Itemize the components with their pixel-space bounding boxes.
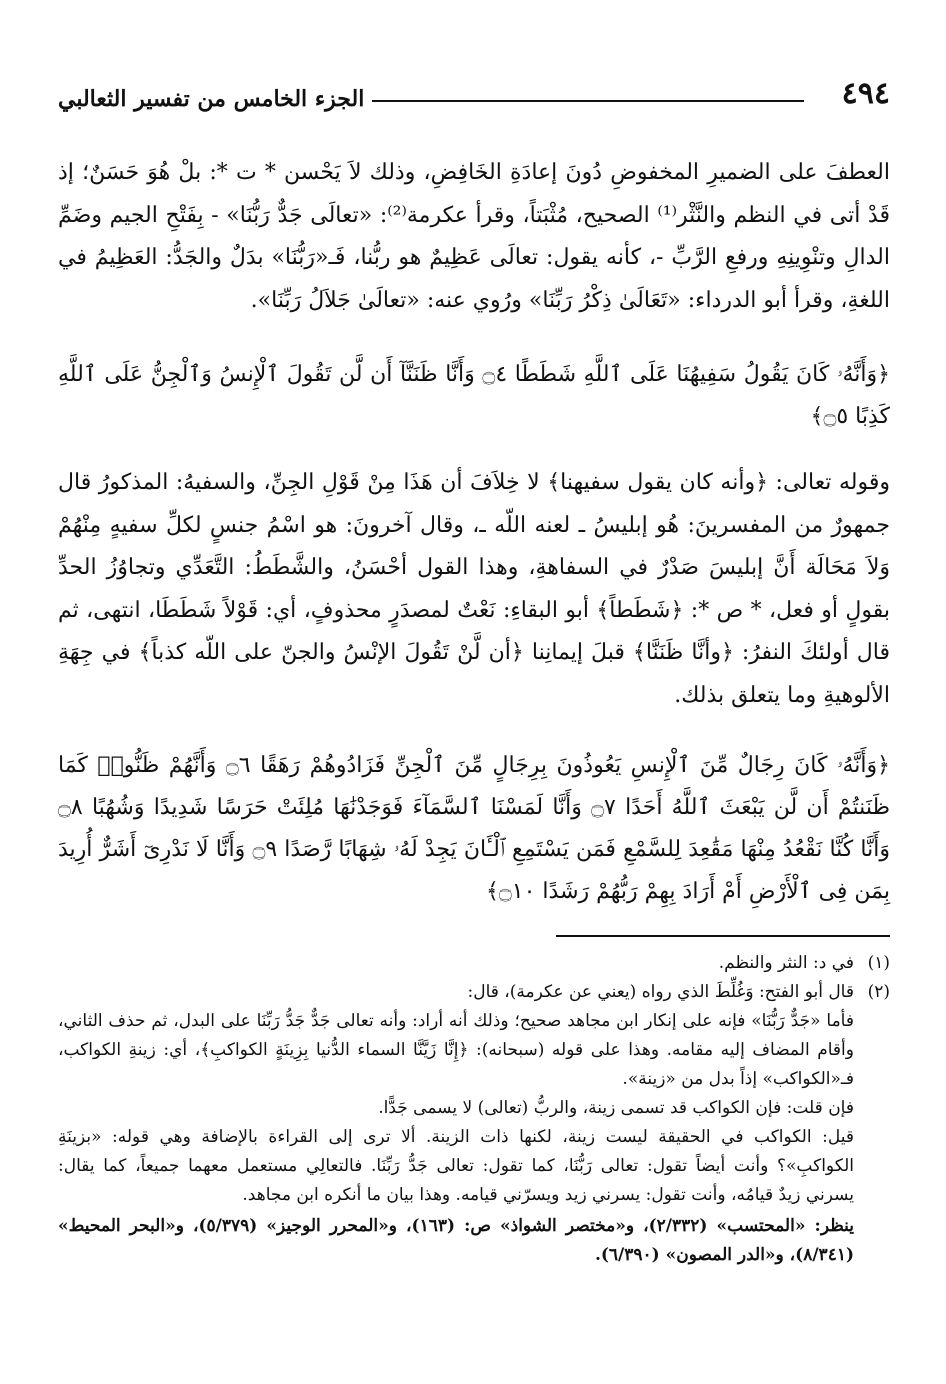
quran-verse-block-1: ﴿وَأَنَّهُۥ كَانَ يَقُولُ سَفِيهُنَا عَلَى ٱللَّهِ شَطَطًا ۝٤ وَأَنَّا ظَنَنَّآ أَن لَّن تَقُولَ ٱلْإِنسُ وَٱلْجِنُّ عَلَى ٱللَّهِ كَذِبًا ۝٥﴾	[58, 362, 890, 429]
footnote-number: (١)	[867, 953, 890, 973]
footnote-text: قيل: الكواكب في الحقيقة ليست زينة، لكنها ذات الزينة. ألا ترى إلى القراءة بالإضافة وهي قوله: «بزينَةِ الكواكبِ»؟ وأنت أيضاً تقول: تعالى رَبُّنَا، كما تقول: تعالى جَدُّ رَبِّنَا. فالتعالِي مستعمل معهما جميعاً، كما يقال: يسرني زيدٌ قيامُه، وأنت تقول: يسرني زيد ويسرّني قيامه. وهذا بيان ما أنكره ابن مجاهد.	[58, 1127, 854, 1205]
page-number: ٤٩٤	[841, 76, 890, 111]
running-title: الجزء الخامس من تفسير الثعالبي	[58, 86, 365, 112]
footnote-text: فإن قلت: فإن الكواكب قد تسمى زينة، والربُّ (تعالى) لا يسمى جَدًّا.	[378, 1098, 854, 1118]
commentary-paragraph-1: العطفَ على الضميرِ المخفوضِ دُونَ إعادَةِ الخَافِضِ، وذلك لاَ يَحْسن * ت *: بلْ هُوَ حَسَنٌ؛ إذ قَدْ أتى في النظم والنَّثْر⁽¹⁾ الصحيح، مُثْبَتاً، وقرأ عكرمة⁽²⁾: «تعالَى جَدٌّ رَبُّنَا» - بِفَتْحِ الجيم وضَمِّ الدالِ وتنْوِينِهِ ورفعِ الرَّبِّ -، كأنه يقول: تعالَى عَظِيمٌ هو ربُّنا، فَـ«رَبُّنَا» بدَلٌ والجَدُّ: العَظِيمُ في اللغةِ، وقرأ أبو الدرداء: «تَعَالَىٰ ذِكْرُ رَبِّنَا» ورُوي عنه: «تعالَىٰ جَلاَلُ رَبِّنَا».	[58, 160, 890, 313]
page-header	[58, 72, 890, 120]
header-rule	[372, 100, 804, 102]
quran-verse-block-2: ﴿وَأَنَّهُۥ كَانَ رِجَالٌ مِّنَ ٱلْإِنسِ يَعُوذُونَ بِرِجَالٍ مِّنَ ٱلْجِنِّ فَزَادُوهُمْ رَهَقًا ۝٦ وَأَنَّهُمْ ظَنُّوا۟ كَمَا ظَنَنتُمْ أَن لَّن يَبْعَثَ ٱللَّهُ أَحَدًا ۝٧ وَأَنَّا لَمَسْنَا ٱلسَّمَآءَ فَوَجَدْنَٰهَا مُلِئَتْ حَرَسًا شَدِيدًا وَشُهُبًا ۝٨ وَأَنَّا كُنَّا نَقْعُدُ مِنْهَا مَقَٰعِدَ لِلسَّمْعِ فَمَن يَسْتَمِعِ ٱلْـَٔانَ يَجِدْ لَهُۥ شِهَابًا رَّصَدًا ۝٩ وَأَنَّا لَا نَدْرِىٓ أَشَرٌّ أُرِيدَ بِمَن فِى ٱلْأَرْضِ أَمْ أَرَادَ بِهِمْ رَبُّهُمْ رَشَدًا ۝١٠﴾	[58, 753, 890, 904]
footnote-text: قال أبو الفتح: وَغُلِّطَ الذي رواه (يعني عن عكرمة)، قال:	[467, 982, 854, 1002]
footnotes	[58, 949, 890, 1270]
footnote-number: (٢)	[867, 982, 890, 1002]
footnote-references: ينظر: «المحتسب» (٢/٣٣٢)، و«مختصر الشواذ» ص: (١٦٣)، و«المحرر الوجيز» (٥/٣٧٩)، و«البحر المحيط» (٨/٣٤١)، و«الدر المصون» (٦/٣٩٠).	[58, 1216, 855, 1265]
footnote-text: فأما «جَدٌّ رَبُّنَا» فإنه على إنكار ابن مجاهد صحيح؛ وذلك أنه أراد: وأنه تعالى جَدٌّ جَدُّ رَبِّنَا على البدل، ثم حذف الثاني، وأقام المضاف إليه مقامه. وهذا على قوله (سبحانه): ﴿إِنَّا زَيَّنَّا السماء الدُّنيا بِزِينَةٍ الكواكبِ﴾، أي: زينةِ الكواكب، فـ«الكواكب» إذاً بدل من «زينة».	[58, 1011, 854, 1089]
commentary-paragraph-2: وقوله تعالى: ﴿وأنه كان يقول سفيهنا﴾ لا خِلاَفَ أن هَذَا مِنْ قَوْلِ الجِنِّ، والسفيهُ: المذكورُ قال جمهورٌ من المفسرينَ: هُو إبليسُ ـ لعنه اللّه ـ، وقال آخرونَ: هو اسْمُ جنسٍ لكلِّ سفيهٍ مِنْهُمْ وَلاَ مَحَالَة أَنَّ إبليسَ صَدْرٌ في السفاهةِ، وهذا القول أحْسَنُ، والشَّطَطُ: التَّعَدِّي وتجاوُزُ الحدِّ بقولٍ أو فعل، * ص *: ﴿شَطَطاً﴾ أبو البقاءِ: نَعْتٌ لمصدَرٍ محذوفٍ، أي: قَوْلاً شَطَطَا، انتهى، ثم قال أولئكَ النفرُ: ﴿وأنَّا ظَنَنَّا﴾ قبلَ إيمانِنا ﴿أن لَّنْ تَقُولَ الإنْسُ والجنّ على اللّه كذباً﴾ في جِهَةِ الألوهيةِ وما يتعلق بذلك.	[58, 470, 890, 708]
footnote-2	[58, 978, 890, 1270]
footnote-1	[58, 949, 890, 978]
footnote-text: في د: النثر والنظم.	[718, 953, 854, 973]
footnote-separator	[556, 935, 890, 937]
book-page	[58, 72, 890, 1270]
